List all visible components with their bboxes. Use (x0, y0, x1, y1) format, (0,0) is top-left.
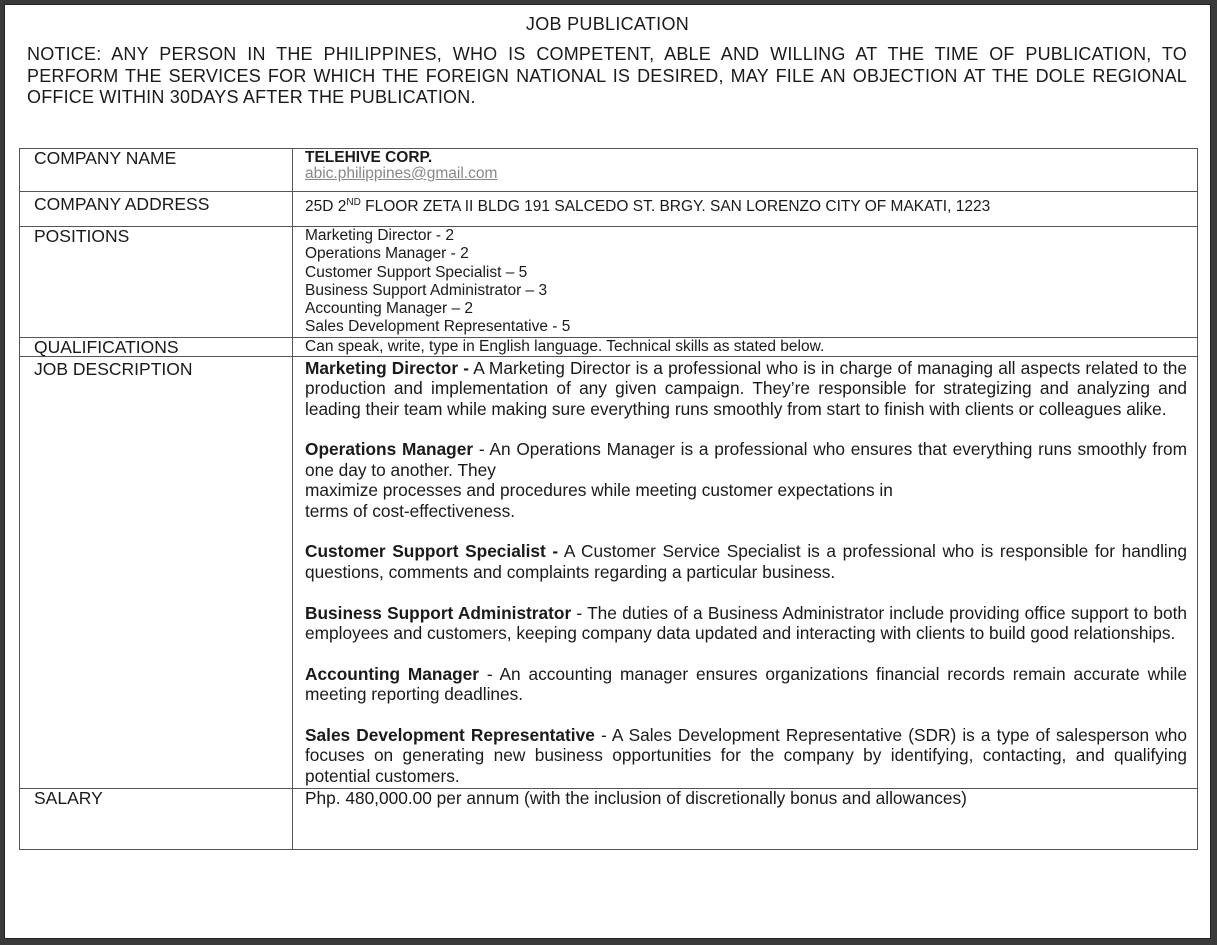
table-row (20, 789, 1198, 850)
company-name: TELEHIVE CORP. (305, 149, 433, 166)
list-item: Marketing Director - 2 (305, 227, 455, 244)
company-address (293, 192, 1198, 227)
job-description-item (305, 603, 1187, 644)
address-rest: FLOOR ZETA II BLDG 191 SALCEDO ST. BRGY. SAN LORENZO CITY OF MAKATI, 1223 (360, 198, 991, 216)
notice-paragraph: NOTICE: ANY PERSON IN THE PHILIPPINES, WHO IS COMPETENT, ABLE AND WILLING AT THE TIME OF PUBLICATION, TO PERFORM THE SERVICES FOR WHICH THE FOREIGN NATIONAL IS DESIRED, MAY FILE AN OBJECTION AT THE DOLE REGIONAL OFFICE WITHIN 30DAYS AFTER THE PUBLICATION. (27, 44, 1187, 107)
list-item: Operations Manager - 2 (305, 245, 469, 263)
table-row (20, 149, 1198, 192)
positions-label: POSITIONS (20, 227, 293, 338)
job-text: - The duties of a Business Administrator include providing office support to both employees and customers, keeping company data updated and interacting with clients to build good relationships. (305, 602, 1188, 644)
job-title: Operations Manager (305, 439, 474, 460)
salary-text: Php. 480,000.00 per annum (with the inclusion of discretionally bonus and allowances) (293, 789, 1198, 850)
job-description-item (305, 358, 1187, 419)
company-email-link[interactable]: abic.philippines@gmail.com (305, 165, 498, 182)
job-text: - An accounting manager ensures organizations financial records remain accurate while meeting reporting deadlines. (305, 663, 1187, 705)
qualifications-text: Can speak, write, type in English language. Technical skills as stated below. (293, 337, 1198, 356)
job-text: - An Operations Manager is a professional who ensures that everything runs smoothly from one day to another. They (305, 439, 1187, 480)
list-item: Customer Support Specialist – 5 (305, 263, 528, 281)
company-name-cell (293, 149, 1198, 192)
positions-list (293, 227, 1198, 338)
job-title: Customer Support Specialist - (305, 541, 559, 562)
job-description-item (305, 439, 1187, 521)
table-row (20, 337, 1198, 356)
job-details-table (19, 148, 1198, 850)
qualifications-label: QUALIFICATIONS (20, 337, 293, 356)
job-description-item (305, 725, 1187, 786)
address-superscript: ND (346, 197, 361, 208)
job-text: - A Sales Development Representative (SDR) is a type of salesperson who focuses on generating new business opportunities for the company by identifying, contacting, and qualifying potential customers. (305, 725, 1187, 786)
job-title: Marketing Director - (305, 357, 469, 378)
job-title: Accounting Manager (305, 663, 479, 684)
job-description-item (305, 664, 1187, 705)
job-text-line: maximize processes and procedures while meeting customer expectations in (305, 480, 893, 501)
list-item: Accounting Manager – 2 (305, 300, 474, 318)
company-address-label: COMPANY ADDRESS (20, 192, 293, 227)
document-page (4, 4, 1211, 939)
job-description-item (305, 541, 1187, 582)
address-prefix: 25D 2 (305, 198, 347, 216)
table-row (20, 192, 1198, 227)
table-row (20, 227, 1198, 338)
page-title: JOB PUBLICATION (525, 14, 690, 34)
table-row (20, 356, 1198, 788)
salary-label: SALARY (20, 789, 293, 850)
list-item: Business Support Administrator – 3 (305, 281, 548, 299)
list-item: Sales Development Representative - 5 (305, 318, 571, 336)
job-text: A Customer Service Specialist is a professional who is responsible for handling questions, comments and complaints regarding a particular business. (305, 541, 1187, 582)
job-description-cell (293, 356, 1198, 788)
job-text: A Marketing Director is a professional who is in charge of managing all aspects related to the production and implementation of any given campaign. They’re responsible for strategizing and analyzing and leading their team while making sure everything runs smoothly from start to finish with clients or colleagues alike. (305, 357, 1187, 419)
company-name-label: COMPANY NAME (20, 149, 293, 192)
job-title: Business Support Administrator (305, 602, 572, 623)
job-text-line: terms of cost-effectiveness. (305, 500, 516, 521)
job-title: Sales Development Representative (305, 725, 595, 746)
job-description-label: JOB DESCRIPTION (20, 356, 293, 788)
